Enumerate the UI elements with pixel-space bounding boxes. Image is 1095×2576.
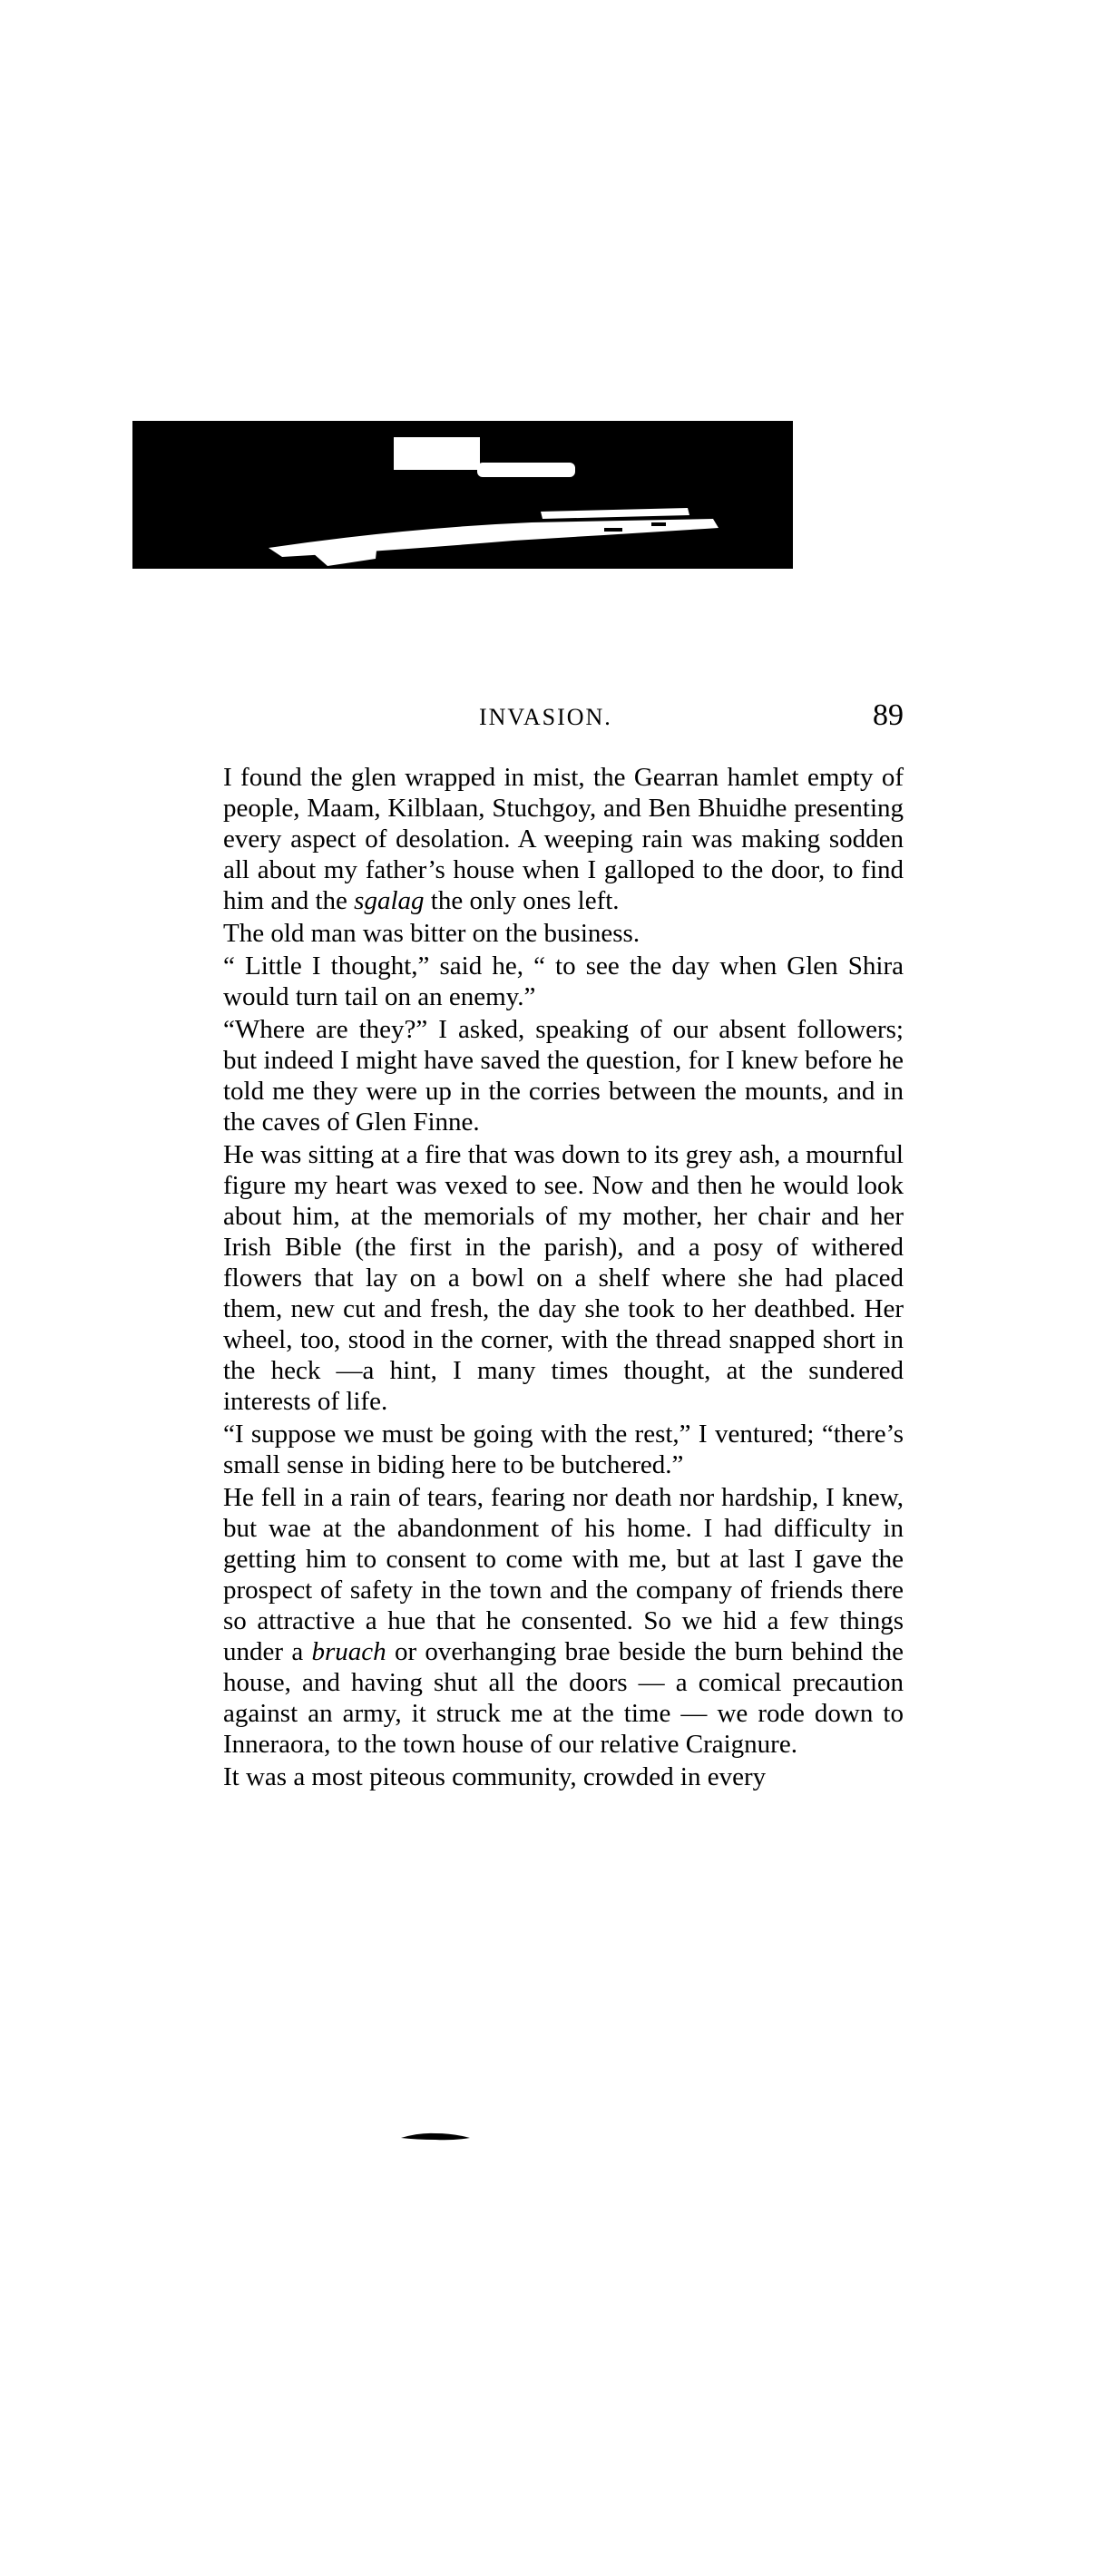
italic-term-bruach: bruach <box>311 1637 386 1666</box>
paragraph-text: or overhanging brae beside the burn behind the house, and having shut all the doors — a comical precaution against an army, it struck me at the time — we rode down to Inneraora, to the town house of our relative Craignure. <box>223 1637 904 1759</box>
paragraph-text: “ Little I thought,” said he, “ to see the day when Glen Shira would turn tail on an enemy.” <box>223 951 904 1011</box>
paragraph-text: “I suppose we must be going with the rest,” I ventured; “there’s small sense in biding here to be butchered.” <box>223 1420 904 1479</box>
paragraph <box>223 1014 904 1137</box>
paragraph-text: It was a most piteous community, crowded in every <box>223 1762 767 1791</box>
page-number: 89 <box>873 698 904 732</box>
running-title: INVASION. <box>479 704 612 730</box>
ornament-dash-graphic <box>401 2131 470 2143</box>
paragraph <box>223 762 904 916</box>
paragraph <box>223 1419 904 1480</box>
paragraph-text: I found the glen wrapped in mist, the Gearran hamlet empty of people, Maam, Kilblaan, Stuchgoy, and Ben Bhuidhe presenting every aspect of desolation. A weeping rain was making sodden all about my father’s house when I galloped to the door, to find him and the <box>223 763 904 915</box>
scanned-illustration-block <box>132 421 793 569</box>
paragraph <box>223 918 904 949</box>
scan-artifact-graphic <box>132 421 793 569</box>
paragraph <box>223 1139 904 1417</box>
running-header <box>223 698 904 738</box>
paragraph-text: He fell in a rain of tears, fearing nor death nor hardship, I knew, but wae at the abandonment of his home. I had difficulty in getting him to consent to come with me, but at last I gave the prospect of safety in the town and the company of friends there so attractive a hue that he consented. So we hid a few things under a <box>223 1483 904 1666</box>
paragraph <box>223 1761 904 1792</box>
paragraph <box>223 951 904 1012</box>
paragraph-text: The old man was bitter on the business. <box>223 919 640 948</box>
body-text <box>223 762 904 1794</box>
bottom-ornament-dash <box>401 2130 470 2142</box>
paragraph-text: He was sitting at a fire that was down to its grey ash, a mournful figure my heart was vexed to see. Now and then he would look about him, at the memorials of my mother, her chair and her Irish Bible (the first in the parish), and a posy of withered flowers that lay on a bowl on a shelf where she had placed them, new cut and fresh, the day she took to her deathbed. Her wheel, too, stood in the corner, with the thread snapped short in the heck —a hint, I many times thought, at the sundered interests of life. <box>223 1140 904 1416</box>
paragraph-text: the only ones left. <box>424 886 620 915</box>
italic-term-sgalag: sgalag <box>354 886 425 915</box>
paragraph-text: “Where are they?” I asked, speaking of our absent followers; but indeed I might have saved the question, for I knew before he told me they were up in the corries between the mounts, and in the caves of Glen Finne. <box>223 1015 904 1137</box>
paragraph <box>223 1482 904 1760</box>
